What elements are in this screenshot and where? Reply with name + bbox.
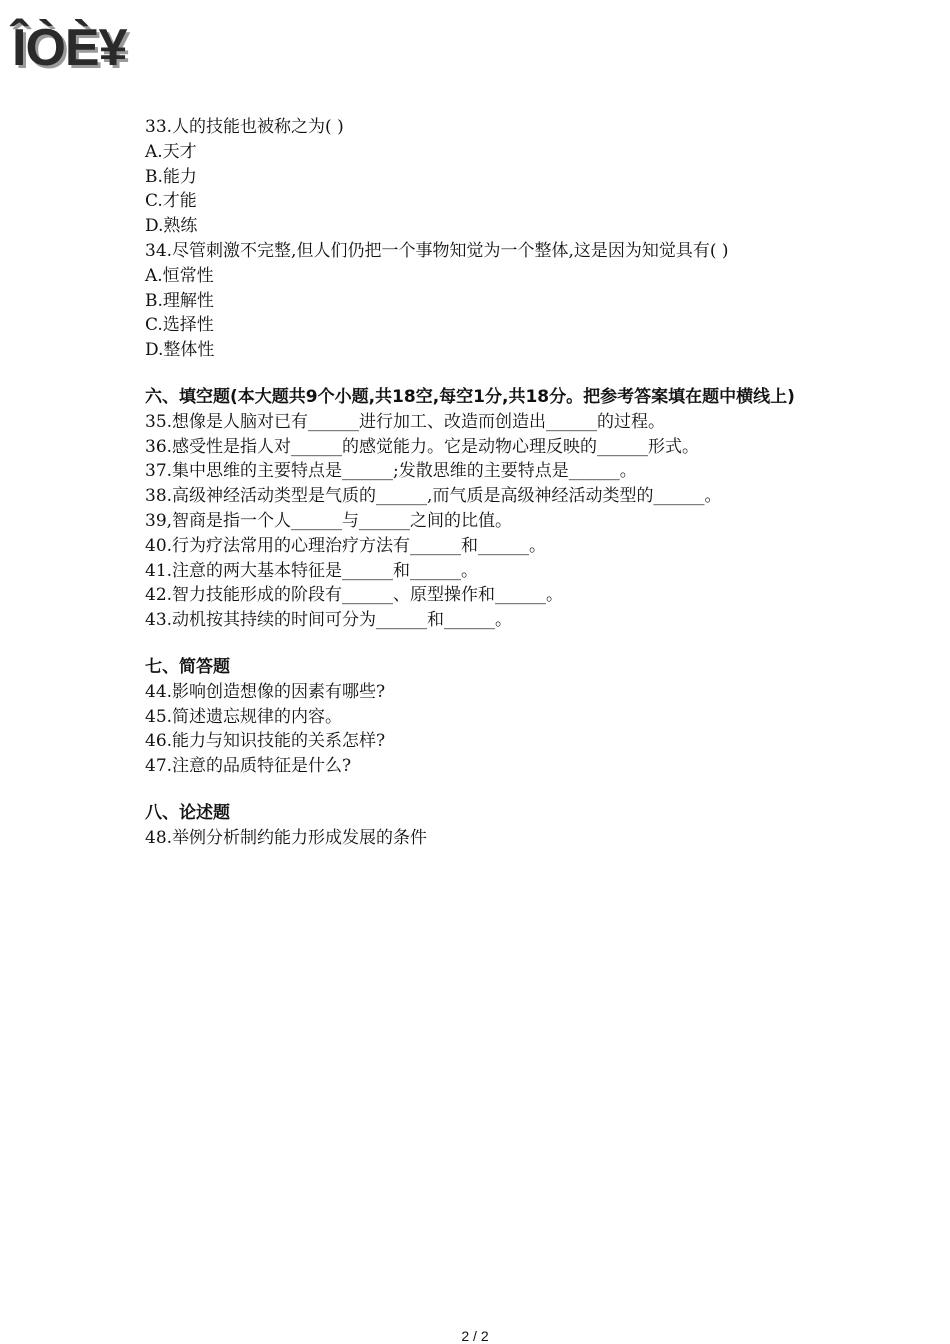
option-a: A.恒常性: [145, 265, 214, 286]
page-number: 2 / 2: [461, 1328, 489, 1344]
list-item: 48.举例分析制约能力形成发展的条件: [145, 827, 428, 848]
section-heading: 六、填空题(本大题共9个小题,共18空,每空1分,共18分。把参考答案填在题中横线上): [145, 386, 795, 407]
list-item: 44.影响创造想像的因素有哪些?: [145, 681, 386, 702]
section-heading: 八、论述题: [145, 802, 230, 823]
option-c: C.选择性: [145, 315, 214, 336]
list-item: 42.智力技能形成的阶段有______、原型操作和______。: [145, 585, 564, 606]
option-b: B.理解性: [145, 290, 214, 311]
list-item: 37.集中思维的主要特点是______;发散思维的主要特点是______。: [145, 461, 637, 482]
list-item: 38.高级神经活动类型是气质的______,而气质是高级神经活动类型的______。: [145, 486, 722, 507]
list-item: 40.行为疗法常用的心理治疗方法有______和______。: [145, 535, 547, 556]
list-item: 36.感受性是指人对______的感觉能力。它是动物心理反映的______形式。: [145, 436, 700, 457]
question-stem: 33.人的技能也被称之为( ): [145, 117, 344, 137]
list-item: 45.简述遗忘规律的内容。: [145, 706, 343, 727]
list-item: 43.动机按其持续的时间可分为______和______。: [145, 610, 513, 631]
option-a: A.天才: [145, 141, 197, 162]
section-short-answer: [145, 655, 795, 779]
watermark-logo: ÎÒÈ¥: [12, 19, 127, 77]
list-item: 35.想像是人脑对已有______进行加工、改造而创造出______的过程。: [145, 411, 666, 432]
question-stem: 34.尽管刺激不完整,但人们仍把一个事物知觉为一个整体,这是因为知觉具有( ): [145, 240, 729, 261]
list-item: 47.注意的品质特征是什么?: [145, 756, 352, 777]
document-body: [145, 115, 795, 851]
section-fill-in-blanks: [145, 385, 795, 633]
option-d: D.整体性: [145, 340, 215, 361]
question-33: [145, 115, 795, 239]
list-item: 41.注意的两大基本特征是______和______。: [145, 560, 479, 581]
option-d: D.熟练: [145, 216, 198, 237]
section-heading: 七、简答题: [145, 656, 230, 677]
section-essay: [145, 801, 795, 851]
option-b: B.能力: [145, 166, 197, 187]
question-34: [145, 239, 795, 363]
list-item: 46.能力与知识技能的关系怎样?: [145, 731, 386, 752]
option-c: C.才能: [145, 191, 197, 212]
list-item: 39,智商是指一个人______与______之间的比值。: [145, 510, 513, 531]
